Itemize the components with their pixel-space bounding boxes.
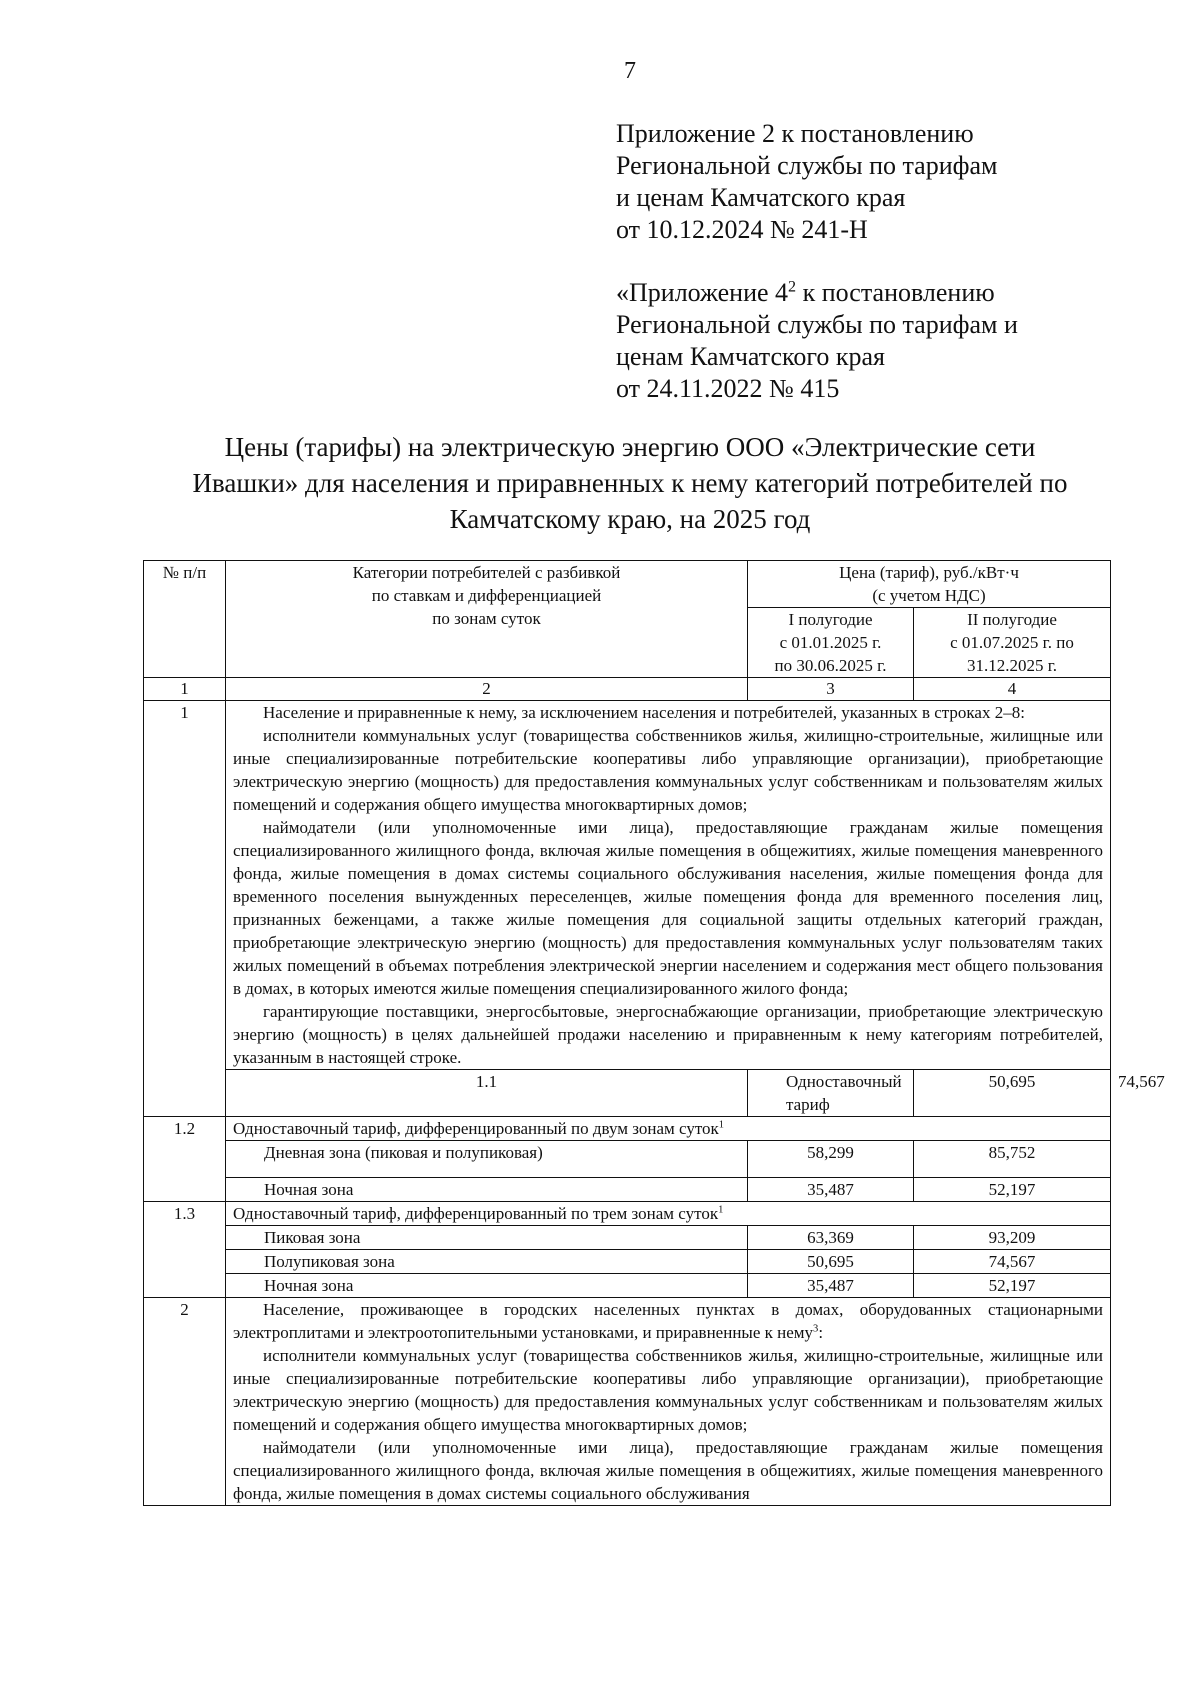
appendix-2-line: от 10.12.2024 № 241-Н	[616, 215, 868, 244]
table-row	[144, 1274, 1111, 1298]
tariff-value-h1: 50,695	[914, 1070, 1111, 1117]
zone-label: Ночная зона	[226, 1274, 748, 1298]
table-row	[144, 1250, 1111, 1274]
tariff-group-label: Одноставочный тариф, дифференцированный по двум зонам суток$^1$	[226, 1117, 1111, 1141]
tariff-value-h2: 85,752	[914, 1141, 1111, 1178]
header-num: № п/п	[144, 561, 226, 678]
appendix-4-line: «Приложение $4^2$ к постановлению	[616, 278, 995, 307]
appendix-4-line: ценам Камчатского края	[616, 342, 885, 371]
title-line: Ивашки» для населения и приравненных к нему категорий потребителей по	[192, 468, 1068, 498]
page-number: 7	[624, 58, 636, 84]
appendix-2-line: Приложение 2 к постановлению	[616, 119, 974, 148]
table-row	[144, 1178, 1111, 1202]
table-row: 1.1 Одноставочный тариф 50,695 74,567	[144, 1070, 1111, 1117]
title-line: Цены (тарифы) на электрическую энергию ООО «Электрические сети	[224, 432, 1036, 462]
appendix-2-block	[616, 118, 997, 246]
table-row	[144, 1141, 1111, 1178]
zone-label: Полупиковая зона	[226, 1250, 748, 1274]
row-num: 1	[144, 701, 226, 1117]
header-category: Категории потребителей с разбивкой по ставкам и дифференциацией по зонам суток	[226, 561, 748, 678]
column-number: 3	[748, 678, 914, 701]
table-header-row	[144, 561, 1111, 608]
column-number: 2	[226, 678, 748, 701]
zone-label: Ночная зона	[226, 1178, 748, 1202]
tariff-value-h1: 58,299	[748, 1141, 914, 1178]
row-num: 2	[144, 1298, 226, 1506]
title-line: Камчатскому краю, на 2025 год	[449, 504, 811, 534]
table-row	[144, 701, 1111, 1070]
document-title	[150, 429, 1110, 537]
column-number: 1	[144, 678, 226, 701]
zone-label: Дневная зона (пиковая и полупиковая)	[226, 1141, 748, 1178]
table-row	[144, 1226, 1111, 1250]
row-num: 1.3	[144, 1202, 226, 1298]
column-number: 4	[914, 678, 1111, 701]
row-1-text: Население и приравненные к нему, за исключением населения и потребителей, указанных в строках 2–8: исполнители коммунальных услуг (товарищества собственников жилья, жилищно-строительные, жилищные или иные специализированные потребительские кооперативы либо управляющие организации), приобретающие электрическую энергию (мощность) для предоставления коммунальных услуг собственникам и пользователям жилых помещений и содержания общего имущества многоквартирных домов; наймодатели (или уполномоченные ими лица), предоставляющие гражданам жилые помещения специализированного жилищного фонда, включая жилые помещения в общежитиях, жилые помещения маневренного фонда, жилые помещения в домах системы социального обслуживания населения, жилые помещения фонда для временного поселения вынужденных переселенцев, жилые помещения фонда для временного поселения лиц, признанных беженцами, а также жилые помещения для социальной защиты отдельных категорий граждан, приобретающие электрическую энергию (мощность) для предоставления коммунальных услуг пользователям таких жилых помещений в объемах потребления электрической энергии населением и содержания мест общего пользования в домах, в которых имеются жилые помещения специализированного жилого фонда; гарантирующие поставщики, энергосбытовые, энергоснабжающие организации, приобретающие электрическую энергию (мощность) в целях дальнейшей продажи населению и приравненным к нему категориям потребителей, указанным в настоящей строке.	[226, 701, 1111, 1070]
tariff-value-h1: 35,487	[748, 1274, 914, 1298]
tariff-value-h2: 93,209	[914, 1226, 1111, 1250]
appendix-4-block	[616, 277, 1018, 405]
row-2-text: Население, проживающее в городских населенных пунктах в домах, оборудованных стационарными электроплитами и электроотопительными установками, и приравненные к нему$^3$: исполнители коммунальных услуг (товарищества собственников жилья, жилищно-строительные, жилищные или иные специализированные потребительские кооперативы либо управляющие организации), приобретающие электрическую энергию (мощность) для предоставления коммунальных услуг собственникам и пользователям жилых помещений и содержания общего имущества многоквартирных домов; наймодатели (или уполномоченные ими лица), предоставляющие гражданам жилые помещения специализированного жилищного фонда, включая жилые помещения в общежитиях, жилые помещения маневренного фонда, жилые помещения в домах системы социального обслуживания	[226, 1298, 1111, 1506]
header-price: Цена (тариф), руб./кВт·ч (с учетом НДС)	[748, 561, 1111, 608]
column-number-row	[144, 678, 1111, 701]
header-half2: II полугодие с 01.07.2025 г. по 31.12.2025 г.	[914, 608, 1111, 678]
tariff-table	[143, 560, 1165, 1506]
table-row	[144, 1117, 1111, 1141]
row-num: 1.1	[226, 1070, 748, 1117]
tariff-group-label: Одноставочный тариф, дифференцированный по трем зонам суток$^1$	[226, 1202, 1111, 1226]
zone-label: Пиковая зона	[226, 1226, 748, 1250]
table-row	[144, 1298, 1111, 1506]
tariff-value-h2: 52,197	[914, 1178, 1111, 1202]
appendix-2-line: и ценам Камчатского края	[616, 183, 906, 212]
appendix-4-line: Региональной службы по тарифам и	[616, 310, 1018, 339]
header-half1: I полугодие с 01.01.2025 г. по 30.06.2025 г.	[748, 608, 914, 678]
tariff-value-h2: 74,567	[914, 1250, 1111, 1274]
table-row	[144, 1202, 1111, 1226]
tariff-value-h1: 35,487	[748, 1178, 914, 1202]
tariff-value-h1: 63,369	[748, 1226, 914, 1250]
tariff-value-h2: 52,197	[914, 1274, 1111, 1298]
tariff-label: Одноставочный тариф	[748, 1070, 914, 1117]
appendix-2-line: Региональной службы по тарифам	[616, 151, 998, 180]
tariff-value-h1: 50,695	[748, 1250, 914, 1274]
row-num: 1.2	[144, 1117, 226, 1202]
appendix-4-line: от 24.11.2022 № 415	[616, 374, 840, 403]
